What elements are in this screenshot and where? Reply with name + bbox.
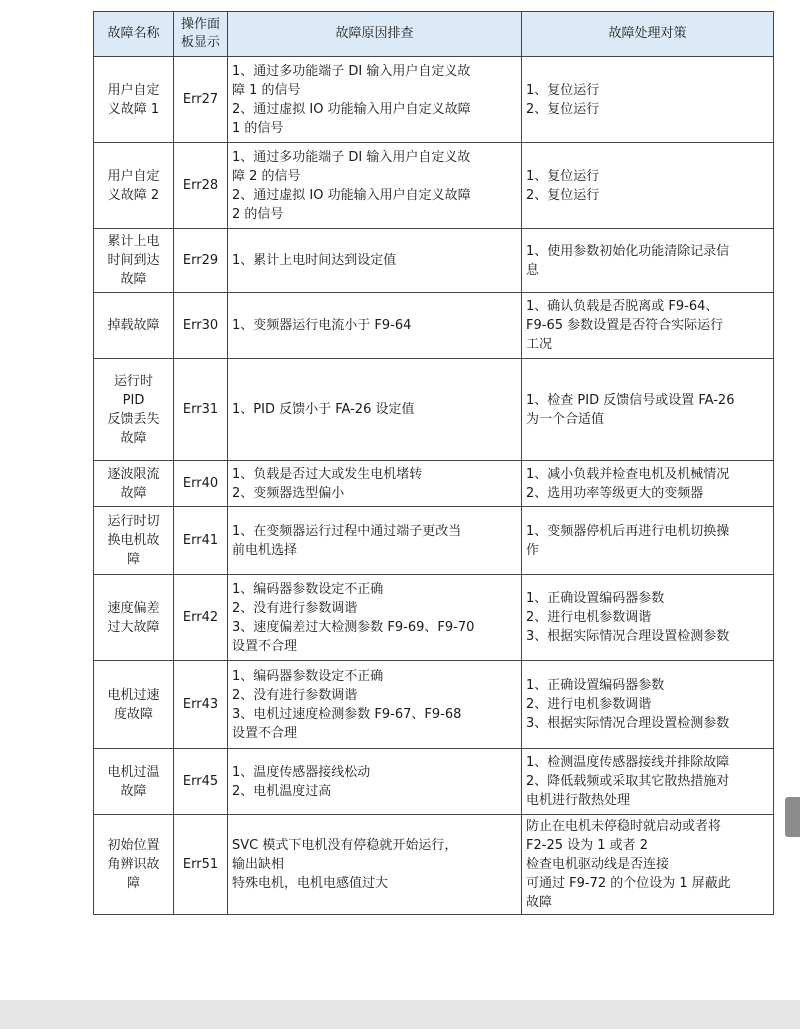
fault-cause-cell (228, 661, 522, 749)
fault-solution-cell-line: 2、选用功率等级更大的变频器 (526, 485, 704, 501)
fault-cause-cell-line: 2、没有进行参数调谐 (232, 600, 358, 616)
side-scroll-tab[interactable] (785, 797, 800, 837)
fault-solution-cell-line: 1、检测温度传感器接线并排除故障 (526, 755, 730, 770)
fault-name-cell-line: 用户自定 (107, 168, 160, 184)
fault-solution-cell-line: 可通过 F9-72 的个位设为 1 屏蔽此 (526, 876, 731, 891)
fault-cause-cell (228, 359, 522, 461)
fault-solution-cell-line: 2、进行电机参数调谐 (526, 610, 652, 625)
fault-solution-cell-line: 2、降低载频或采取其它散热措施对 (526, 774, 730, 789)
fault-name-cell (94, 229, 174, 293)
fault-solution-cell-line: 息 (526, 262, 540, 278)
fault-solution-cell-line: 3、根据实际情况合理设置检测参数 (526, 716, 730, 731)
fault-solution-cell-line: 工况 (526, 337, 553, 352)
fault-solution-cell-line: 1、正确设置编码器参数 (526, 678, 665, 693)
fault-solution-cell-line: 1、变频器停机后再进行电机切换操 (526, 523, 730, 539)
fault-solution-cell-line: 1、复位运行 (526, 82, 600, 98)
fault-name-cell-line: 反馈丢失 (107, 411, 160, 427)
fault-solution-cell-line: 故障 (526, 895, 553, 910)
fault-cause-cell-line: 设置不合理 (232, 638, 298, 654)
fault-solution-cell (522, 661, 774, 749)
fault-name-cell-line: 逐波限流 (107, 466, 160, 482)
fault-cause-cell-line: 1、温度传感器接线松动 (232, 764, 371, 780)
fault-cause-cell (228, 293, 522, 359)
fault-name-cell-line: 故障 (120, 485, 147, 501)
fault-name-cell-line: 电机过温 (107, 764, 160, 780)
fault-solution-cell (522, 293, 774, 359)
fault-solution-cell (522, 815, 774, 915)
fault-cause-cell (228, 749, 522, 815)
fault-solution-cell-line: F9-65 参数设置是否符合实际运行 (526, 318, 724, 333)
table-row (94, 815, 774, 915)
table-row (94, 749, 774, 815)
fault-solution-cell (522, 143, 774, 229)
fault-name-cell-line: 电机过速 (107, 687, 160, 703)
fault-name-cell-line: 过大故障 (107, 619, 160, 635)
fault-cause-cell-line: 2 的信号 (232, 206, 284, 222)
fault-cause-cell-line: 3、速度偏差过大检测参数 F9-69、F9-70 (232, 619, 475, 635)
header-panel-display: 操作面板显示 (174, 12, 228, 57)
fault-cause-cell-line: 设置不合理 (232, 725, 298, 741)
fault-solution-cell (522, 229, 774, 293)
fault-cause-cell-line: 前电机选择 (232, 542, 298, 558)
fault-solution-cell (522, 749, 774, 815)
fault-cause-cell-line: 1、PID 反馈小于 FA-26 设定值 (232, 402, 415, 417)
fault-name-cell-line: 运行时 (113, 373, 153, 389)
fault-name-cell-line: 故障 (120, 783, 147, 799)
fault-solution-cell-line: 1、确认负载是否脱离或 F9-64、 (526, 299, 719, 314)
panel-code-cell: Err29 (174, 229, 228, 293)
fault-cause-cell (228, 57, 522, 143)
fault-cause-cell-line: 障 2 的信号 (232, 168, 301, 184)
fault-cause-cell-line: 输出缺相 (232, 857, 285, 872)
fault-table (93, 11, 774, 915)
fault-solution-cell-line: 2、复位运行 (526, 187, 600, 203)
fault-cause-cell (228, 143, 522, 229)
fault-name-cell (94, 57, 174, 143)
fault-name-cell-line: 运行时切 (107, 514, 160, 529)
fault-name-cell (94, 143, 174, 229)
fault-cause-cell (228, 229, 522, 293)
fault-cause-cell-line: 1、变频器运行电流小于 F9-64 (232, 318, 412, 333)
fault-solution-cell-line: 1、检查 PID 反馈信号或设置 FA-26 (526, 392, 735, 408)
panel-code-cell: Err43 (174, 661, 228, 749)
fault-solution-cell-line: 检查电机驱动线是否连接 (526, 857, 670, 872)
fault-name-cell-line: 障 (126, 552, 140, 567)
table-row (94, 461, 774, 507)
panel-code-cell: Err30 (174, 293, 228, 359)
fault-cause-cell (228, 461, 522, 507)
fault-name-cell-line: 障 (126, 876, 140, 891)
fault-name-cell-line: 角辨识故 (107, 857, 160, 872)
fault-name-cell-line: PID (122, 392, 145, 408)
bottom-bar (0, 1000, 800, 1029)
fault-solution-cell (522, 575, 774, 661)
panel-code-cell: Err45 (174, 749, 228, 815)
fault-solution-cell (522, 507, 774, 575)
fault-solution-cell (522, 461, 774, 507)
fault-solution-cell-line: 作 (526, 542, 540, 558)
fault-name-cell-line: 换电机故 (107, 533, 160, 548)
fault-name-cell (94, 575, 174, 661)
fault-cause-cell (228, 815, 522, 915)
fault-cause-cell-line: 1、通过多功能端子 DI 输入用户自定义故 (232, 149, 471, 165)
fault-name-cell-line: 故障 (120, 430, 147, 446)
panel-code-cell: Err27 (174, 57, 228, 143)
header-fault-solution: 故障处理对策 (522, 12, 774, 57)
fault-name-cell (94, 749, 174, 815)
table-row (94, 661, 774, 749)
table-row (94, 507, 774, 575)
panel-code-cell: Err42 (174, 575, 228, 661)
fault-name-cell-line: 故障 (120, 272, 147, 287)
header-fault-cause: 故障原因排查 (228, 12, 522, 57)
fault-cause-cell-line: 特殊电机，电机电感值过大 (232, 876, 389, 891)
fault-cause-cell-line: 1、通过多功能端子 DI 输入用户自定义故 (232, 63, 471, 79)
fault-name-cell-line: 累计上电 (107, 234, 160, 249)
fault-solution-cell-line: F2-25 设为 1 或者 2 (526, 838, 649, 853)
fault-cause-cell-line: 2、没有进行参数调谐 (232, 687, 358, 703)
panel-code-cell: Err51 (174, 815, 228, 915)
fault-name-cell-line: 度故障 (113, 706, 153, 722)
fault-solution-cell-line: 1、复位运行 (526, 168, 600, 184)
fault-cause-cell-line: 1、编码器参数设定不正确 (232, 581, 384, 597)
fault-name-cell (94, 661, 174, 749)
table-header-row (94, 12, 774, 57)
fault-cause-cell-line: 1、累计上电时间达到设定值 (232, 253, 397, 268)
fault-cause-cell-line: 3、电机过速度检测参数 F9-67、F9-68 (232, 706, 462, 722)
fault-cause-cell-line: 2、变频器选型偏小 (232, 485, 345, 501)
fault-solution-cell-line: 3、根据实际情况合理设置检测参数 (526, 629, 730, 644)
fault-cause-cell (228, 575, 522, 661)
fault-name-cell-line: 时间到达 (107, 253, 160, 268)
fault-name-cell (94, 815, 174, 915)
fault-name-cell-line: 速度偏差 (107, 600, 160, 616)
fault-name-cell-line: 初始位置 (107, 838, 160, 853)
fault-solution-cell-line: 2、进行电机参数调谐 (526, 697, 652, 712)
fault-cause-cell-line: 2、通过虚拟 IO 功能输入用户自定义故障 (232, 101, 471, 117)
table-row (94, 143, 774, 229)
fault-cause-cell (228, 507, 522, 575)
fault-solution-cell-line: 为一个合适值 (526, 411, 605, 427)
fault-name-cell-line: 用户自定 (107, 82, 160, 98)
panel-code-cell: Err28 (174, 143, 228, 229)
fault-solution-cell-line: 电机进行散热处理 (526, 793, 631, 808)
fault-solution-cell-line: 1、使用参数初始化功能清除记录信 (526, 243, 730, 259)
table-row (94, 359, 774, 461)
table-row (94, 229, 774, 293)
fault-cause-cell-line: 2、电机温度过高 (232, 783, 332, 799)
fault-name-cell-line: 义故障 2 (107, 187, 160, 203)
fault-name-cell-line: 义故障 1 (107, 101, 160, 117)
panel-code-cell: Err40 (174, 461, 228, 507)
header-fault-name: 故障名称 (94, 12, 174, 57)
panel-code-cell: Err31 (174, 359, 228, 461)
fault-name-cell (94, 359, 174, 461)
fault-cause-cell-line: 1、编码器参数设定不正确 (232, 668, 384, 684)
fault-cause-cell-line: SVC 模式下电机没有停稳就开始运行， (232, 838, 458, 853)
table-body (94, 57, 774, 915)
fault-cause-cell-line: 1、在变频器运行过程中通过端子更改当 (232, 523, 462, 539)
fault-cause-cell-line: 2、通过虚拟 IO 功能输入用户自定义故障 (232, 187, 471, 203)
table-row (94, 575, 774, 661)
fault-cause-cell-line: 1 的信号 (232, 120, 284, 136)
fault-solution-cell (522, 359, 774, 461)
fault-solution-cell (522, 57, 774, 143)
fault-name-cell (94, 507, 174, 575)
fault-name-cell (94, 293, 174, 359)
fault-cause-cell-line: 1、负载是否过大或发生电机堵转 (232, 466, 423, 482)
fault-solution-cell-line: 防止在电机未停稳时就启动或者将 (526, 819, 722, 834)
fault-name-cell (94, 461, 174, 507)
fault-cause-cell-line: 障 1 的信号 (232, 82, 301, 98)
fault-solution-cell-line: 1、减小负载并检查电机及机械情况 (526, 466, 730, 482)
panel-code-cell: Err41 (174, 507, 228, 575)
table-row (94, 293, 774, 359)
fault-solution-cell-line: 2、复位运行 (526, 101, 600, 117)
fault-solution-cell-line: 1、正确设置编码器参数 (526, 591, 665, 606)
table-row (94, 57, 774, 143)
fault-name-cell-line: 掉载故障 (107, 318, 160, 333)
